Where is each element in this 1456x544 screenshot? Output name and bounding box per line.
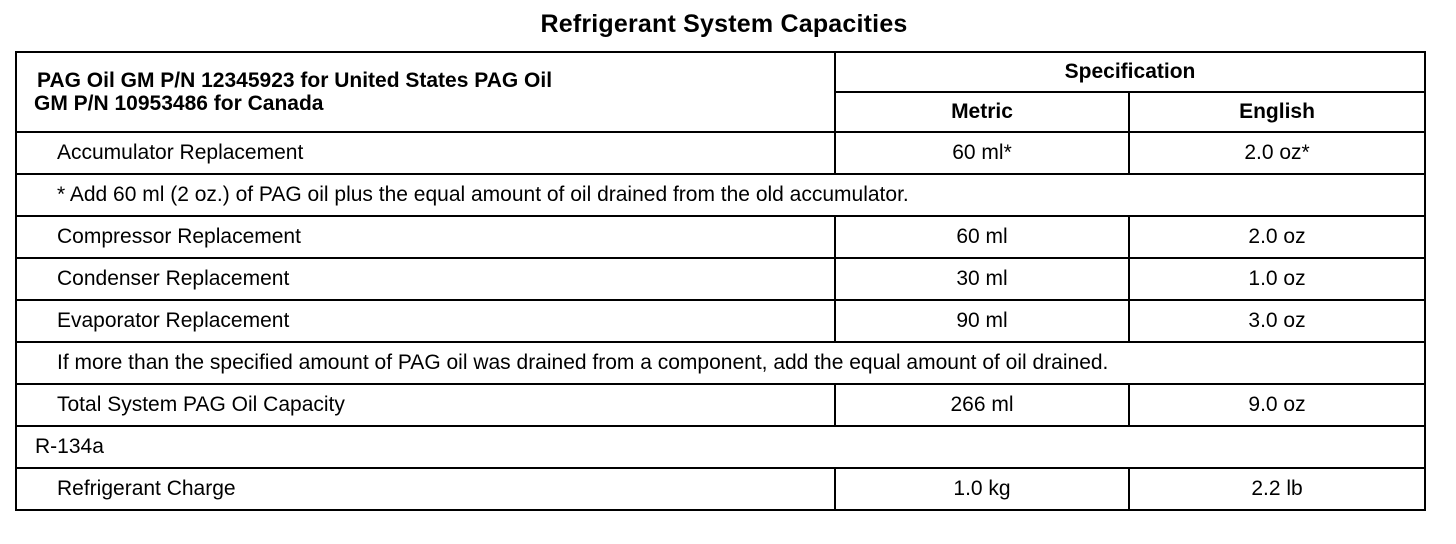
accumulator-note: * Add 60 ml (2 oz.) of PAG oil plus the equal amount of oil drained from the old accumulator. bbox=[16, 174, 1425, 216]
metric-value: 30 ml bbox=[835, 258, 1129, 300]
capacities-table bbox=[15, 51, 1426, 511]
section-row bbox=[16, 426, 1425, 468]
note-row bbox=[16, 342, 1425, 384]
row-label: Evaporator Replacement bbox=[16, 300, 835, 342]
specification-header: Specification bbox=[835, 52, 1425, 92]
table-header-row bbox=[16, 52, 1425, 92]
english-value: 9.0 oz bbox=[1129, 384, 1425, 426]
row-label: Condenser Replacement bbox=[16, 258, 835, 300]
oil-part-number-line-1: PAG Oil GM P/N 12345923 for United States PAG Oil bbox=[37, 68, 553, 92]
oil-part-number-line-2: GM P/N 10953486 for Canada bbox=[34, 92, 324, 115]
metric-value: 60 ml* bbox=[835, 132, 1129, 174]
row-label: Compressor Replacement bbox=[16, 216, 835, 258]
english-value: 3.0 oz bbox=[1129, 300, 1425, 342]
english-value: 1.0 oz bbox=[1129, 258, 1425, 300]
metric-value: 1.0 kg bbox=[835, 468, 1129, 510]
table-row bbox=[16, 300, 1425, 342]
english-header: English bbox=[1129, 92, 1425, 132]
note-row bbox=[16, 174, 1425, 216]
row-label: Total System PAG Oil Capacity bbox=[16, 384, 835, 426]
metric-value: 266 ml bbox=[835, 384, 1129, 426]
table-row bbox=[16, 384, 1425, 426]
english-value: 2.0 oz* bbox=[1129, 132, 1425, 174]
metric-value: 90 ml bbox=[835, 300, 1129, 342]
english-value: 2.2 lb bbox=[1129, 468, 1425, 510]
oil-part-number-header bbox=[16, 52, 835, 132]
table-row bbox=[16, 258, 1425, 300]
table-row bbox=[16, 216, 1425, 258]
english-value: 2.0 oz bbox=[1129, 216, 1425, 258]
row-label: Refrigerant Charge bbox=[16, 468, 835, 510]
page-title: Refrigerant System Capacities bbox=[540, 10, 908, 38]
metric-value: 60 ml bbox=[835, 216, 1129, 258]
metric-header: Metric bbox=[835, 92, 1129, 132]
row-label: Accumulator Replacement bbox=[16, 132, 835, 174]
drained-oil-note: If more than the specified amount of PAG oil was drained from a component, add the equal amount of oil drained. bbox=[16, 342, 1425, 384]
table-row bbox=[16, 132, 1425, 174]
refrigerant-section-label: R-134a bbox=[16, 426, 1425, 468]
table-row bbox=[16, 468, 1425, 510]
